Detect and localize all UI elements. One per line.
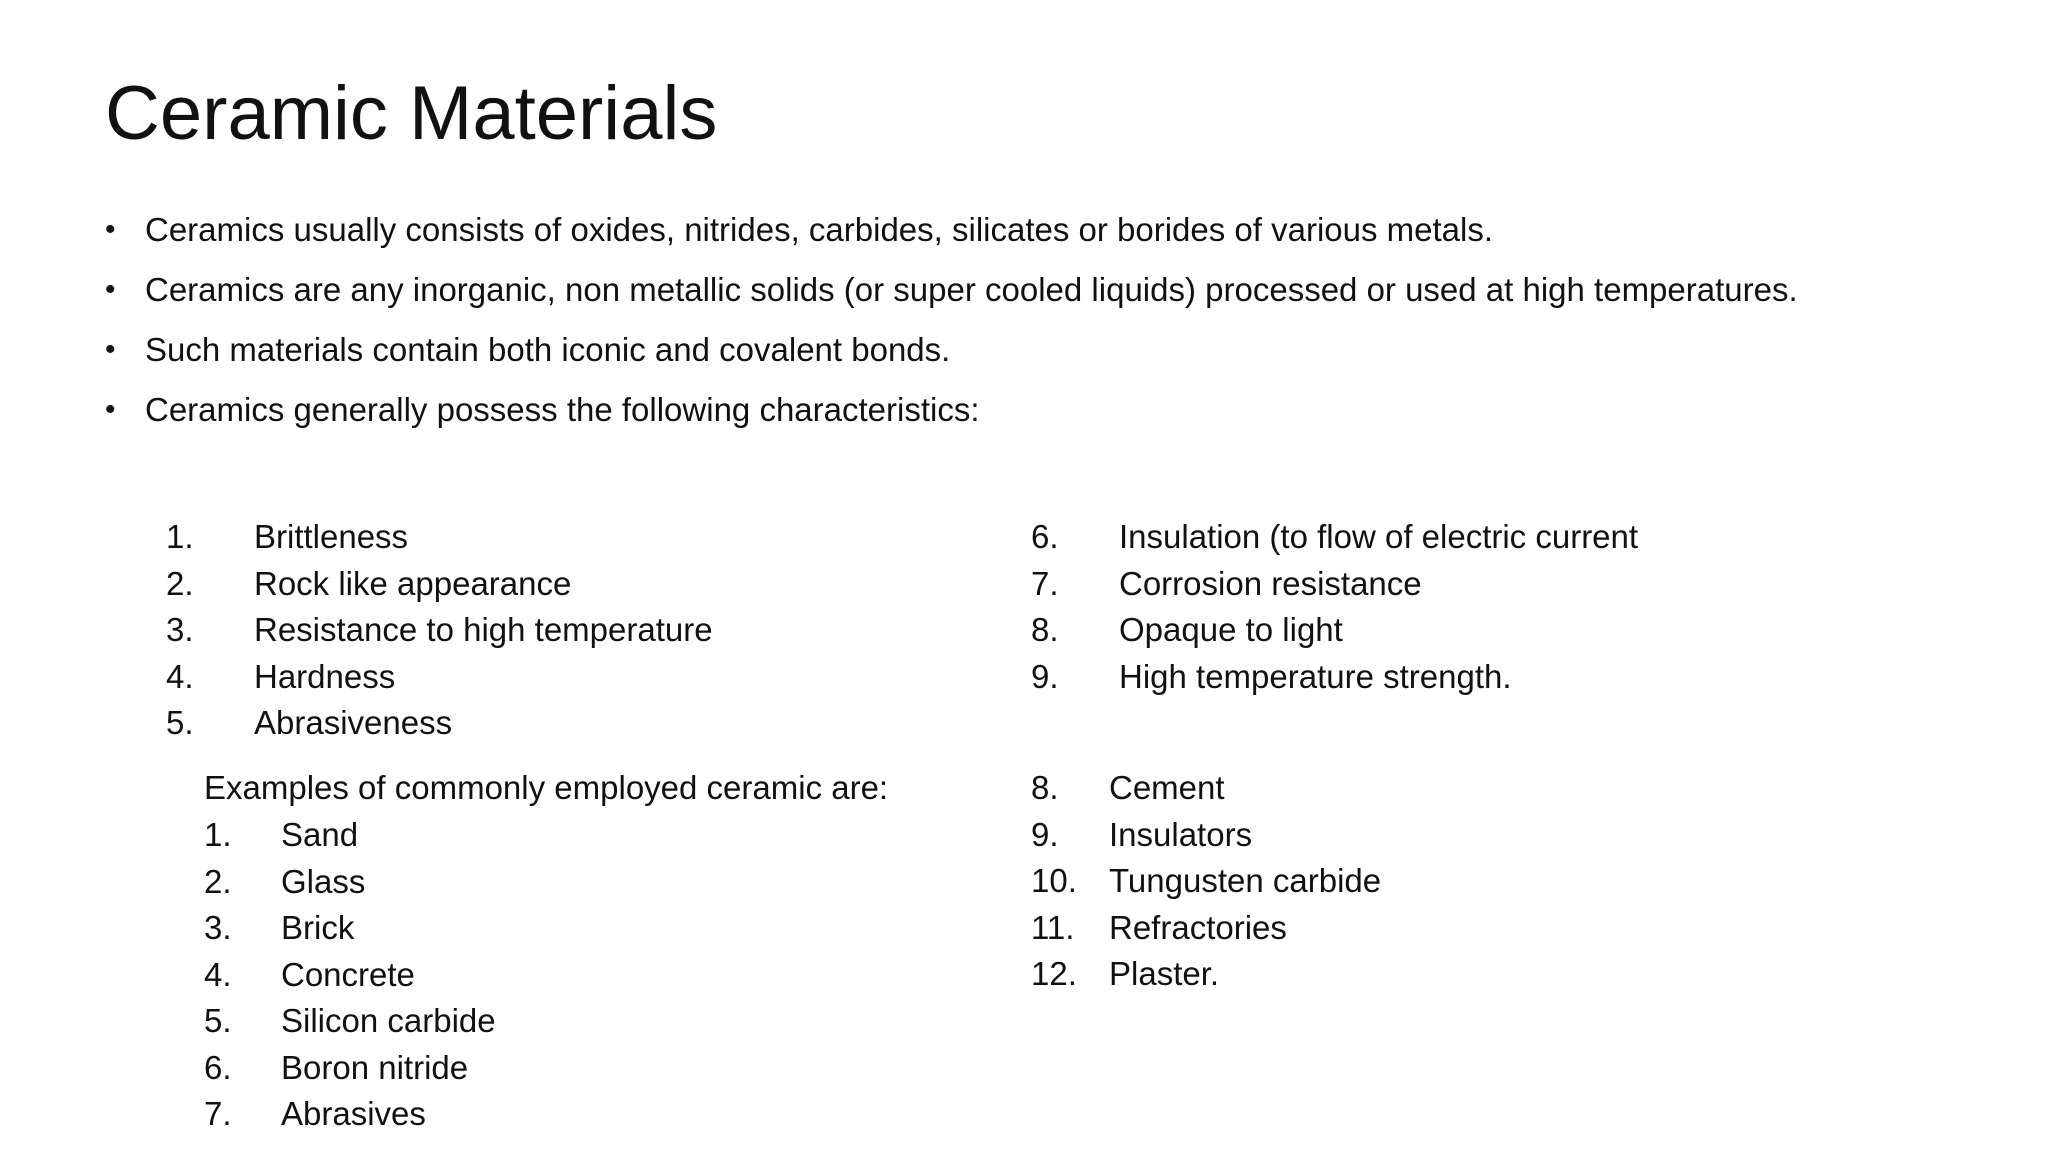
bullet-item [105,210,1950,250]
item-number: 2. [166,564,194,602]
bullet-item [105,330,1950,370]
bullet-list [105,210,1950,450]
item-text: Corrosion resistance [1119,564,1422,602]
item-number: 8. [1031,611,1059,648]
item-number: 7. [204,1095,232,1132]
item-number: 8. [1031,769,1059,806]
item-number: 9. [1031,657,1059,695]
item-text: Sand [281,816,359,853]
item-text: High temperature strength. [1119,657,1512,695]
bullet-text: Ceramics usually consists of oxides, nitrides, carbides, silicates or borides of various metals. [145,211,1494,248]
item-number: 5. [204,1002,232,1039]
item-text: Resistance to high temperature [254,611,713,648]
item-number: 4. [204,955,232,993]
bullet-marker: • [105,273,116,306]
item-number: 11. [1031,908,1075,946]
slide-title: Ceramic Materials [105,71,718,156]
bullet-item [105,270,1950,310]
item-number: 1. [204,816,232,853]
item-text: Brick [281,909,355,946]
item-text: Plaster. [1109,955,1220,992]
item-number: 6. [1031,518,1059,555]
bullet-marker: • [105,213,116,246]
item-text: Abrasives [281,1095,426,1132]
bullet-text: Ceramics are any inorganic, non metallic solids (or super cooled liquids) processed or used at high temperatures. [145,271,1798,308]
bullet-marker: • [105,333,116,366]
item-text: Cement [1109,769,1225,806]
item-number: 12. [1031,955,1077,992]
item-text: Brittleness [254,518,409,555]
item-text: Concrete [281,955,415,993]
item-text: Rock like appearance [254,564,572,602]
item-number: 9. [1031,815,1059,853]
item-text: Insulators [1109,815,1253,853]
item-text: Boron nitride [281,1048,469,1086]
item-text: Abrasiveness [254,704,453,741]
examples-intro: Examples of commonly employed ceramic are: [204,769,889,806]
item-text: Opaque to light [1119,611,1343,648]
item-text: Hardness [254,657,396,695]
item-text: Insulation (to flow of electric current [1119,518,1639,555]
item-number: 4. [166,657,194,695]
item-number: 3. [166,611,194,648]
item-number: 5. [166,704,194,741]
item-text: Tungusten carbide [1109,862,1382,899]
item-number: 10. [1031,862,1077,899]
item-number: 1. [166,518,194,555]
item-number: 7. [1031,564,1059,602]
bullet-marker: • [105,393,116,426]
item-text: Silicon carbide [281,1002,496,1039]
item-text: Glass [281,862,366,900]
bullet-text: Ceramics generally possess the following characteristics: [145,391,980,428]
item-text: Refractories [1109,908,1287,946]
bullet-text: Such materials contain both iconic and covalent bonds. [145,331,951,368]
item-number: 3. [204,909,232,946]
bullet-item [105,390,1950,430]
item-number: 6. [204,1048,232,1086]
item-number: 2. [204,862,232,900]
